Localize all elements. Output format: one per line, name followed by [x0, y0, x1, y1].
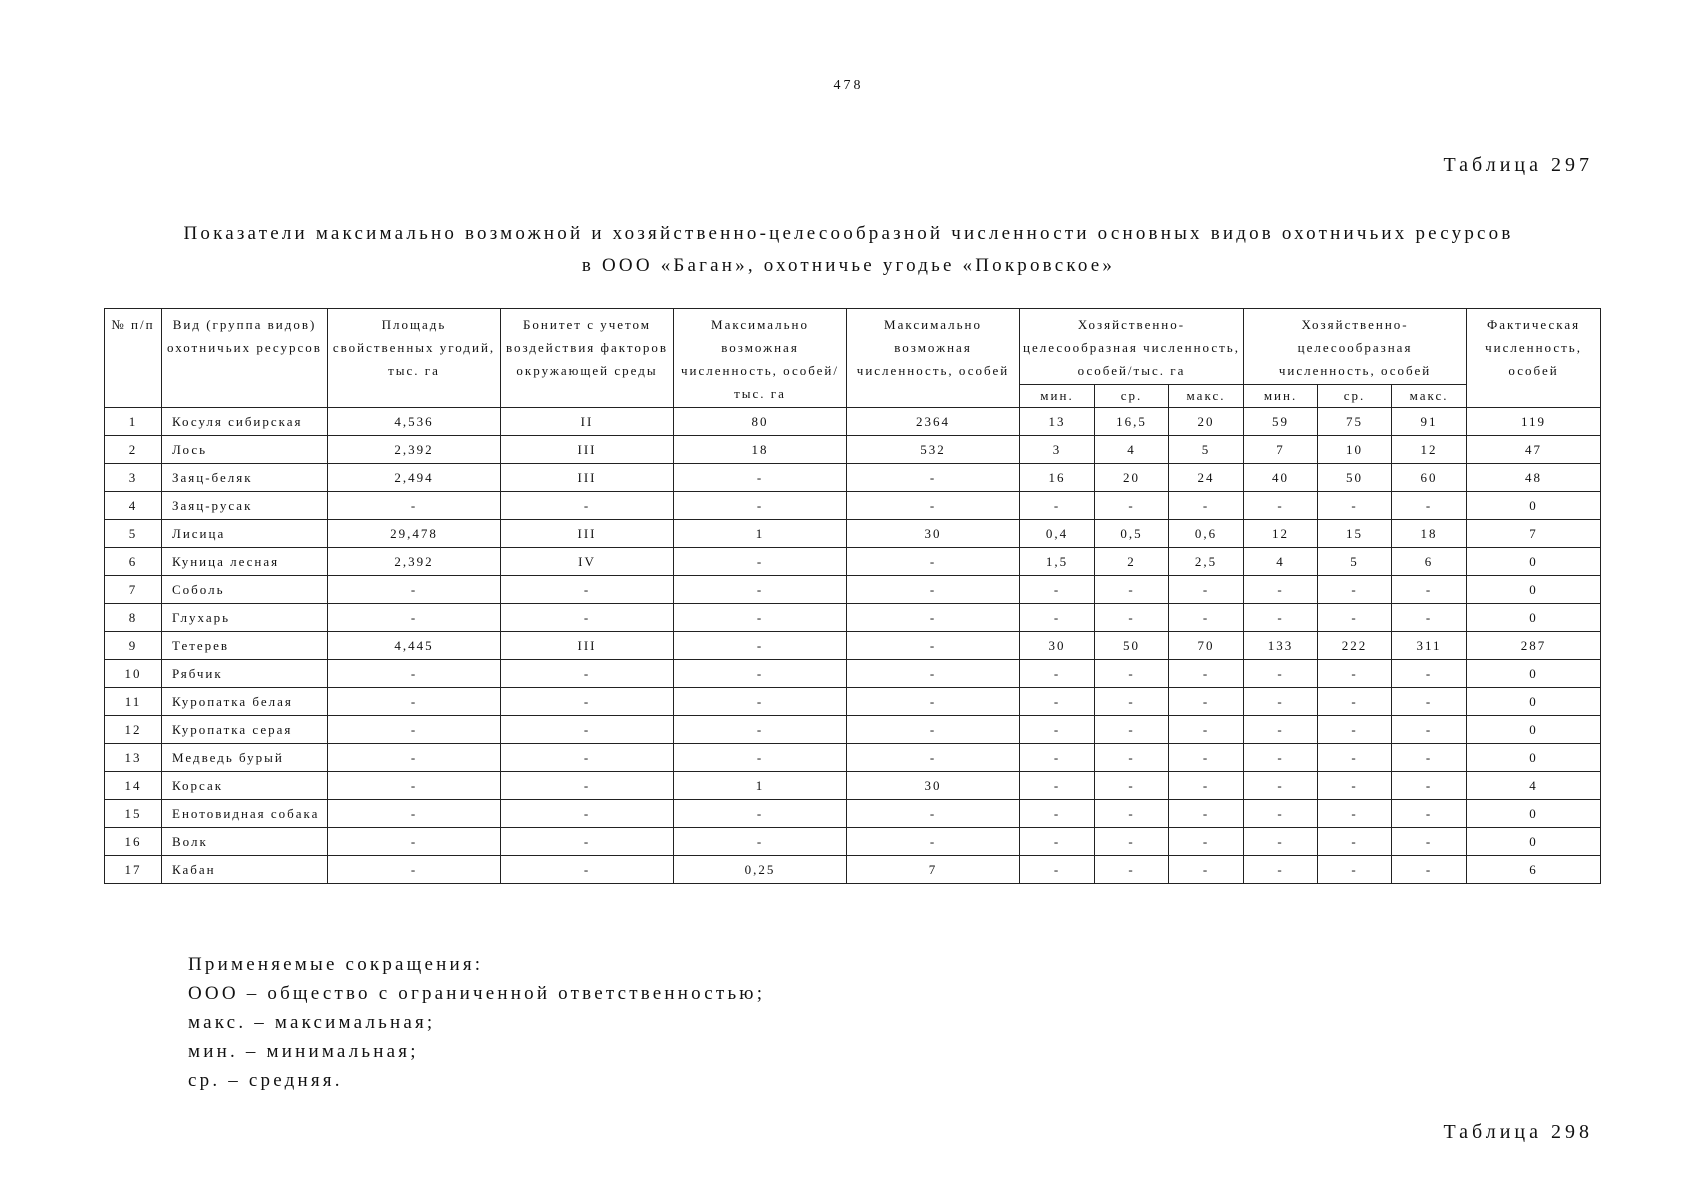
- row-number-cell: 4: [105, 492, 162, 520]
- actual-count-cell: 0: [1467, 744, 1601, 772]
- target-count-avg-cell: 222: [1318, 632, 1392, 660]
- area-cell: -: [328, 604, 501, 632]
- target-count-max-cell: 12: [1392, 436, 1467, 464]
- target-density-avg-cell: 2: [1095, 548, 1169, 576]
- species-name-cell: Куропатка серая: [162, 716, 328, 744]
- target-density-max-cell: -: [1169, 800, 1244, 828]
- target-count-max-cell: -: [1392, 800, 1467, 828]
- target-count-min-cell: 133: [1244, 632, 1318, 660]
- species-name-cell: Косуля сибирская: [162, 408, 328, 436]
- bonitet-cell: III: [501, 632, 674, 660]
- header-number: № п/п: [105, 309, 162, 408]
- max-density-cell: 18: [674, 436, 847, 464]
- max-density-cell: -: [674, 800, 847, 828]
- max-count-cell: 7: [847, 856, 1020, 884]
- target-density-avg-cell: 50: [1095, 632, 1169, 660]
- target-density-min-cell: -: [1020, 772, 1095, 800]
- row-number-cell: 2: [105, 436, 162, 464]
- target-density-min-cell: 3: [1020, 436, 1095, 464]
- target-count-avg-cell: 50: [1318, 464, 1392, 492]
- target-density-min-cell: 16: [1020, 464, 1095, 492]
- subheader-max: макс.: [1392, 385, 1467, 408]
- target-count-max-cell: 18: [1392, 520, 1467, 548]
- species-name-cell: Куница лесная: [162, 548, 328, 576]
- target-count-max-cell: -: [1392, 856, 1467, 884]
- actual-count-cell: 48: [1467, 464, 1601, 492]
- target-count-max-cell: -: [1392, 576, 1467, 604]
- max-count-cell: -: [847, 632, 1020, 660]
- max-count-cell: 532: [847, 436, 1020, 464]
- max-count-cell: -: [847, 744, 1020, 772]
- target-density-max-cell: -: [1169, 772, 1244, 800]
- table-title-line-1: Показатели максимально возможной и хозяйственно-целесообразной численности основных видов охотничьих ресурсов: [183, 223, 1514, 244]
- target-count-min-cell: -: [1244, 660, 1318, 688]
- area-cell: 2,392: [328, 436, 501, 464]
- bonitet-cell: -: [501, 828, 674, 856]
- target-count-max-cell: -: [1392, 828, 1467, 856]
- area-cell: -: [328, 492, 501, 520]
- target-density-max-cell: 0,6: [1169, 520, 1244, 548]
- target-density-min-cell: -: [1020, 716, 1095, 744]
- table-row: [105, 464, 1601, 492]
- table-row: [105, 660, 1601, 688]
- subheader-avg: ср.: [1318, 385, 1392, 408]
- target-density-max-cell: 2,5: [1169, 548, 1244, 576]
- actual-count-cell: 0: [1467, 604, 1601, 632]
- species-name-cell: Медведь бурый: [162, 744, 328, 772]
- row-number-cell: 11: [105, 688, 162, 716]
- max-count-cell: -: [847, 716, 1020, 744]
- target-density-max-cell: 5: [1169, 436, 1244, 464]
- max-density-cell: -: [674, 716, 847, 744]
- table-row: [105, 520, 1601, 548]
- actual-count-cell: 0: [1467, 688, 1601, 716]
- footnote-line: ср. – средняя.: [188, 1070, 343, 1091]
- actual-count-cell: 119: [1467, 408, 1601, 436]
- table-row: [105, 632, 1601, 660]
- subheader-max: макс.: [1169, 385, 1244, 408]
- target-density-max-cell: -: [1169, 688, 1244, 716]
- target-count-min-cell: 4: [1244, 548, 1318, 576]
- row-number-cell: 8: [105, 604, 162, 632]
- table-row: [105, 576, 1601, 604]
- target-count-avg-cell: -: [1318, 800, 1392, 828]
- target-density-avg-cell: -: [1095, 716, 1169, 744]
- target-density-min-cell: -: [1020, 604, 1095, 632]
- table-row: [105, 856, 1601, 884]
- area-cell: -: [328, 744, 501, 772]
- row-number-cell: 7: [105, 576, 162, 604]
- target-count-max-cell: 6: [1392, 548, 1467, 576]
- species-name-cell: Лисица: [162, 520, 328, 548]
- actual-count-cell: 0: [1467, 492, 1601, 520]
- max-count-cell: -: [847, 660, 1020, 688]
- footnotes: [188, 950, 765, 1095]
- bonitet-cell: -: [501, 772, 674, 800]
- header-target-count: Хозяйственно-целесообразная численность, особей: [1244, 309, 1467, 385]
- page-number: 478: [833, 78, 864, 93]
- target-count-min-cell: 7: [1244, 436, 1318, 464]
- target-count-avg-cell: -: [1318, 744, 1392, 772]
- target-density-avg-cell: -: [1095, 800, 1169, 828]
- row-number-cell: 16: [105, 828, 162, 856]
- target-count-max-cell: -: [1392, 716, 1467, 744]
- target-density-max-cell: -: [1169, 828, 1244, 856]
- area-cell: -: [328, 660, 501, 688]
- target-count-avg-cell: -: [1318, 604, 1392, 632]
- species-name-cell: Тетерев: [162, 632, 328, 660]
- area-cell: 4,536: [328, 408, 501, 436]
- row-number-cell: 14: [105, 772, 162, 800]
- bonitet-cell: -: [501, 716, 674, 744]
- header-max-density: Максимально возможная численность, особей/тыс. га: [674, 309, 847, 408]
- table-row: [105, 716, 1601, 744]
- bonitet-cell: -: [501, 492, 674, 520]
- max-density-cell: -: [674, 464, 847, 492]
- bonitet-cell: -: [501, 660, 674, 688]
- target-count-avg-cell: -: [1318, 856, 1392, 884]
- target-count-max-cell: -: [1392, 744, 1467, 772]
- actual-count-cell: 0: [1467, 548, 1601, 576]
- max-count-cell: -: [847, 828, 1020, 856]
- target-count-max-cell: 60: [1392, 464, 1467, 492]
- target-count-avg-cell: -: [1318, 828, 1392, 856]
- bonitet-cell: -: [501, 576, 674, 604]
- target-count-min-cell: -: [1244, 772, 1318, 800]
- bonitet-cell: -: [501, 604, 674, 632]
- species-name-cell: Кабан: [162, 856, 328, 884]
- actual-count-cell: 4: [1467, 772, 1601, 800]
- target-count-min-cell: -: [1244, 716, 1318, 744]
- footnote-line: ООО – общество с ограниченной ответственностью;: [188, 983, 766, 1004]
- actual-count-cell: 0: [1467, 716, 1601, 744]
- target-density-min-cell: 0,4: [1020, 520, 1095, 548]
- species-name-cell: Соболь: [162, 576, 328, 604]
- target-density-max-cell: -: [1169, 660, 1244, 688]
- row-number-cell: 12: [105, 716, 162, 744]
- target-density-max-cell: 24: [1169, 464, 1244, 492]
- target-density-avg-cell: -: [1095, 828, 1169, 856]
- table-title: [60, 218, 1637, 282]
- target-density-min-cell: -: [1020, 576, 1095, 604]
- target-count-max-cell: -: [1392, 688, 1467, 716]
- target-density-max-cell: -: [1169, 716, 1244, 744]
- max-density-cell: -: [674, 688, 847, 716]
- footnote-line: макс. – максимальная;: [188, 1012, 436, 1033]
- species-name-cell: Заяц-русак: [162, 492, 328, 520]
- table-row: [105, 688, 1601, 716]
- table-row: [105, 800, 1601, 828]
- target-density-avg-cell: 20: [1095, 464, 1169, 492]
- subheader-avg: ср.: [1095, 385, 1169, 408]
- table-row: [105, 548, 1601, 576]
- row-number-cell: 13: [105, 744, 162, 772]
- header-row: [105, 309, 1601, 385]
- target-count-avg-cell: -: [1318, 492, 1392, 520]
- table-row: [105, 492, 1601, 520]
- target-count-min-cell: -: [1244, 576, 1318, 604]
- bonitet-cell: -: [501, 856, 674, 884]
- max-count-cell: 30: [847, 520, 1020, 548]
- table-row: [105, 828, 1601, 856]
- header-target-density: Хозяйственно-целесообразная численность, особей/тыс. га: [1020, 309, 1244, 385]
- species-name-cell: Заяц-беляк: [162, 464, 328, 492]
- target-density-max-cell: -: [1169, 604, 1244, 632]
- population-table: [104, 308, 1601, 884]
- bonitet-cell: -: [501, 800, 674, 828]
- actual-count-cell: 287: [1467, 632, 1601, 660]
- max-density-cell: 1: [674, 772, 847, 800]
- target-count-max-cell: -: [1392, 604, 1467, 632]
- max-density-cell: 80: [674, 408, 847, 436]
- species-name-cell: Волк: [162, 828, 328, 856]
- bonitet-cell: II: [501, 408, 674, 436]
- target-density-avg-cell: 16,5: [1095, 408, 1169, 436]
- actual-count-cell: 0: [1467, 800, 1601, 828]
- area-cell: 2,392: [328, 548, 501, 576]
- target-count-min-cell: -: [1244, 492, 1318, 520]
- target-density-min-cell: 1,5: [1020, 548, 1095, 576]
- target-density-max-cell: -: [1169, 856, 1244, 884]
- target-count-min-cell: 59: [1244, 408, 1318, 436]
- table-row: [105, 436, 1601, 464]
- row-number-cell: 6: [105, 548, 162, 576]
- row-number-cell: 10: [105, 660, 162, 688]
- max-density-cell: -: [674, 548, 847, 576]
- actual-count-cell: 0: [1467, 660, 1601, 688]
- target-count-min-cell: 40: [1244, 464, 1318, 492]
- target-density-avg-cell: 0,5: [1095, 520, 1169, 548]
- target-count-avg-cell: -: [1318, 772, 1392, 800]
- species-name-cell: Корсак: [162, 772, 328, 800]
- target-density-avg-cell: -: [1095, 576, 1169, 604]
- max-count-cell: -: [847, 688, 1020, 716]
- row-number-cell: 9: [105, 632, 162, 660]
- target-count-avg-cell: -: [1318, 576, 1392, 604]
- max-count-cell: -: [847, 576, 1020, 604]
- target-count-min-cell: -: [1244, 800, 1318, 828]
- target-density-min-cell: -: [1020, 828, 1095, 856]
- target-density-max-cell: -: [1169, 492, 1244, 520]
- subheader-min: мин.: [1244, 385, 1318, 408]
- table-label: Таблица 297: [1443, 154, 1593, 176]
- area-cell: -: [328, 856, 501, 884]
- bonitet-cell: III: [501, 520, 674, 548]
- max-count-cell: -: [847, 800, 1020, 828]
- actual-count-cell: 0: [1467, 828, 1601, 856]
- target-count-avg-cell: 10: [1318, 436, 1392, 464]
- target-density-min-cell: -: [1020, 492, 1095, 520]
- target-density-min-cell: -: [1020, 744, 1095, 772]
- target-count-min-cell: -: [1244, 604, 1318, 632]
- header-bonitet: Бонитет с учетом воздействия факторов окружающей среды: [501, 309, 674, 408]
- row-number-cell: 1: [105, 408, 162, 436]
- actual-count-cell: 0: [1467, 576, 1601, 604]
- max-density-cell: 0,25: [674, 856, 847, 884]
- target-density-min-cell: -: [1020, 800, 1095, 828]
- target-count-avg-cell: 75: [1318, 408, 1392, 436]
- row-number-cell: 5: [105, 520, 162, 548]
- max-density-cell: -: [674, 660, 847, 688]
- target-density-max-cell: 70: [1169, 632, 1244, 660]
- target-density-avg-cell: 4: [1095, 436, 1169, 464]
- target-count-min-cell: -: [1244, 828, 1318, 856]
- table-body: [105, 408, 1601, 884]
- footnote-heading: Применяемые сокращения:: [188, 954, 484, 975]
- species-name-cell: Енотовидная собака: [162, 800, 328, 828]
- target-density-avg-cell: -: [1095, 772, 1169, 800]
- target-density-avg-cell: -: [1095, 688, 1169, 716]
- max-density-cell: -: [674, 492, 847, 520]
- row-number-cell: 17: [105, 856, 162, 884]
- target-density-min-cell: 13: [1020, 408, 1095, 436]
- max-density-cell: -: [674, 828, 847, 856]
- bonitet-cell: -: [501, 688, 674, 716]
- max-count-cell: -: [847, 604, 1020, 632]
- target-density-min-cell: -: [1020, 856, 1095, 884]
- table-row: [105, 604, 1601, 632]
- bonitet-cell: III: [501, 464, 674, 492]
- target-count-avg-cell: 15: [1318, 520, 1392, 548]
- area-cell: -: [328, 576, 501, 604]
- area-cell: 2,494: [328, 464, 501, 492]
- species-name-cell: Рябчик: [162, 660, 328, 688]
- actual-count-cell: 6: [1467, 856, 1601, 884]
- table-row: [105, 772, 1601, 800]
- actual-count-cell: 7: [1467, 520, 1601, 548]
- target-density-min-cell: -: [1020, 688, 1095, 716]
- max-count-cell: -: [847, 548, 1020, 576]
- header-species: Вид (группа видов) охотничьих ресурсов: [162, 309, 328, 408]
- header-actual-count: Фактическая численность, особей: [1467, 309, 1601, 408]
- area-cell: -: [328, 772, 501, 800]
- target-count-avg-cell: 5: [1318, 548, 1392, 576]
- subheader-min: мин.: [1020, 385, 1095, 408]
- target-density-avg-cell: -: [1095, 744, 1169, 772]
- target-density-max-cell: 20: [1169, 408, 1244, 436]
- row-number-cell: 3: [105, 464, 162, 492]
- target-count-max-cell: 311: [1392, 632, 1467, 660]
- target-density-avg-cell: -: [1095, 660, 1169, 688]
- area-cell: -: [328, 688, 501, 716]
- species-name-cell: Глухарь: [162, 604, 328, 632]
- bonitet-cell: -: [501, 744, 674, 772]
- area-cell: -: [328, 828, 501, 856]
- row-number-cell: 15: [105, 800, 162, 828]
- target-density-max-cell: -: [1169, 744, 1244, 772]
- target-count-avg-cell: -: [1318, 716, 1392, 744]
- max-count-cell: -: [847, 464, 1020, 492]
- target-count-min-cell: 12: [1244, 520, 1318, 548]
- max-density-cell: 1: [674, 520, 847, 548]
- area-cell: 4,445: [328, 632, 501, 660]
- area-cell: 29,478: [328, 520, 501, 548]
- table-row: [105, 744, 1601, 772]
- actual-count-cell: 47: [1467, 436, 1601, 464]
- area-cell: -: [328, 800, 501, 828]
- bonitet-cell: III: [501, 436, 674, 464]
- area-cell: -: [328, 716, 501, 744]
- max-count-cell: 30: [847, 772, 1020, 800]
- species-name-cell: Лось: [162, 436, 328, 464]
- max-density-cell: -: [674, 576, 847, 604]
- header-max-count: Максимально возможная численность, особей: [847, 309, 1020, 408]
- target-count-max-cell: -: [1392, 772, 1467, 800]
- species-name-cell: Куропатка белая: [162, 688, 328, 716]
- next-table-label: Таблица 298: [1443, 1121, 1593, 1143]
- target-count-avg-cell: -: [1318, 688, 1392, 716]
- target-count-min-cell: -: [1244, 688, 1318, 716]
- target-density-avg-cell: -: [1095, 492, 1169, 520]
- target-count-avg-cell: -: [1318, 660, 1392, 688]
- max-density-cell: -: [674, 744, 847, 772]
- max-density-cell: -: [674, 604, 847, 632]
- target-density-max-cell: -: [1169, 576, 1244, 604]
- target-count-min-cell: -: [1244, 744, 1318, 772]
- table-title-line-2: в ООО «Баган», охотничье угодье «Покровское»: [581, 255, 1116, 276]
- target-density-min-cell: -: [1020, 660, 1095, 688]
- target-density-avg-cell: -: [1095, 604, 1169, 632]
- table-row: [105, 408, 1601, 436]
- max-count-cell: -: [847, 492, 1020, 520]
- target-count-max-cell: -: [1392, 492, 1467, 520]
- max-count-cell: 2364: [847, 408, 1020, 436]
- target-density-min-cell: 30: [1020, 632, 1095, 660]
- target-count-min-cell: -: [1244, 856, 1318, 884]
- target-count-max-cell: 91: [1392, 408, 1467, 436]
- header-area: Площадь свойственных угодий, тыс. га: [328, 309, 501, 408]
- max-density-cell: -: [674, 632, 847, 660]
- bonitet-cell: IV: [501, 548, 674, 576]
- footnote-line: мин. – минимальная;: [188, 1041, 419, 1062]
- target-count-max-cell: -: [1392, 660, 1467, 688]
- target-density-avg-cell: -: [1095, 856, 1169, 884]
